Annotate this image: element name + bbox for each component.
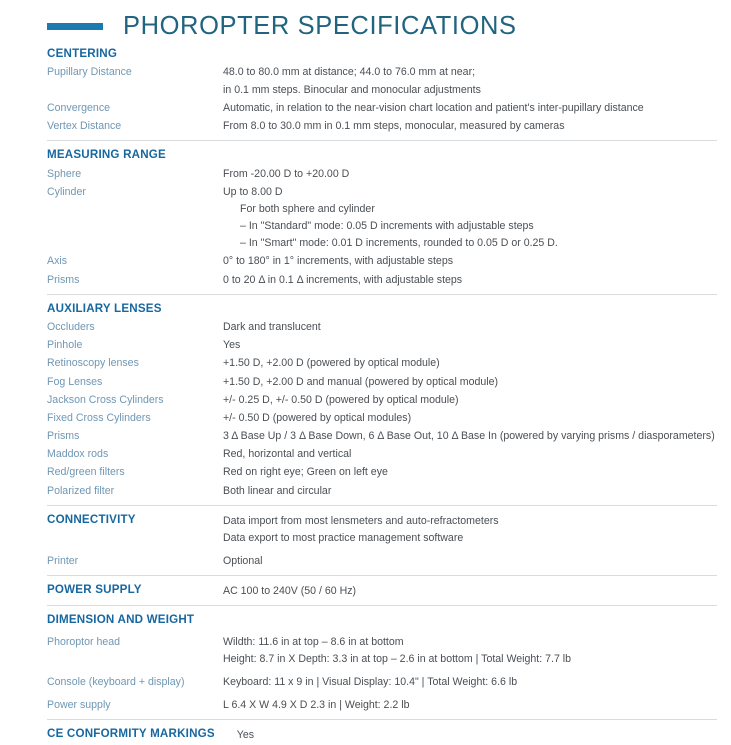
value-line: +1.50 D, +2.00 D (powered by optical module) xyxy=(223,357,440,370)
spec-section xyxy=(47,140,717,289)
spec-row xyxy=(47,446,717,463)
spec-label: Occluders xyxy=(47,321,95,334)
spec-value xyxy=(223,253,453,270)
spec-value xyxy=(223,374,498,391)
spec-section xyxy=(47,605,717,714)
spec-label: Retinoscopy lenses xyxy=(47,357,139,370)
spec-row xyxy=(47,337,717,354)
section-value xyxy=(237,727,717,744)
spec-label: Printer xyxy=(47,555,79,568)
spec-row xyxy=(47,319,717,336)
spec-label: Jackson Cross Cylinders xyxy=(47,393,164,406)
accent-bar-icon xyxy=(47,23,103,30)
spec-label: Phoroptor head xyxy=(47,635,121,648)
section-heading: DIMENSION AND WEIGHT xyxy=(47,613,195,627)
spec-label: Prisms xyxy=(47,430,80,443)
value-line: Keyboard: 11 x 9 in | Visual Display: 10.4" | Total Weight: 6.6 lb xyxy=(223,676,518,689)
value-line: L 6.4 X W 4.9 X D 2.3 in | Weight: 2.2 lb xyxy=(223,699,410,712)
spec-row xyxy=(47,410,717,427)
spec-row xyxy=(47,272,717,289)
specification-sections xyxy=(0,44,731,745)
section-heading-row xyxy=(47,583,717,600)
spec-row xyxy=(47,428,717,445)
spec-label: Red/green filters xyxy=(47,466,125,479)
spec-label: Convergence xyxy=(47,101,111,114)
value-line: in 0.1 mm steps. Binocular and monocular adjustments xyxy=(223,83,481,96)
value-subline: – In "Smart" mode: 0.01 D increments, rounded to 0.05 D or 0.25 D. xyxy=(240,237,558,250)
spec-value xyxy=(223,697,409,714)
spec-row xyxy=(47,64,717,98)
spec-value xyxy=(223,184,558,253)
spec-section xyxy=(47,294,717,500)
spec-label: Prisms xyxy=(47,273,80,286)
page-title: PHOROPTER SPECIFICATIONS xyxy=(123,11,517,40)
value-line: Red on right eye; Green on left eye xyxy=(223,466,388,479)
value-line: From -20.00 D to +20.00 D xyxy=(223,167,350,180)
value-line: 0 to 20 Δ in 0.1 Δ increments, with adjustable steps xyxy=(223,273,463,286)
value-line: Yes xyxy=(236,729,255,742)
value-line: Up to 8.00 D xyxy=(223,185,283,198)
spec-row xyxy=(47,100,717,117)
value-line: AC 100 to 240V (50 / 60 Hz) xyxy=(223,585,357,598)
spec-section xyxy=(47,575,717,600)
value-line: Both linear and circular xyxy=(223,484,332,497)
spec-label: Pupillary Distance xyxy=(47,66,132,79)
spec-value xyxy=(223,483,331,500)
value-line: Optional xyxy=(223,555,263,568)
spec-label: Console (keyboard + display) xyxy=(47,676,185,689)
spec-label: Fixed Cross Cylinders xyxy=(47,411,151,424)
spec-section xyxy=(47,44,717,135)
spec-value xyxy=(223,674,517,691)
spec-row xyxy=(47,118,717,135)
value-subline: For both sphere and cylinder xyxy=(240,202,375,215)
value-line: Data import from most lensmeters and auto-refractometers xyxy=(223,514,499,527)
value-line: +/- 0.50 D (powered by optical modules) xyxy=(223,411,412,424)
spec-value xyxy=(223,272,462,289)
spec-row xyxy=(47,634,717,668)
value-subline: – In "Standard" mode: 0.05 D increments with adjustable steps xyxy=(240,220,534,233)
section-value xyxy=(223,583,717,600)
spec-section xyxy=(47,719,717,744)
spec-row xyxy=(47,355,717,372)
spec-label: Maddox rods xyxy=(47,448,109,461)
section-heading: CE CONFORMITY MARKINGS xyxy=(47,727,215,741)
spec-value xyxy=(223,392,459,409)
spec-value xyxy=(223,118,565,135)
value-line: 48.0 to 80.0 mm at distance; 44.0 to 76.0 mm at near; xyxy=(223,66,476,79)
spec-value xyxy=(223,410,411,427)
spec-label: Sphere xyxy=(47,167,82,180)
spec-value xyxy=(223,64,481,98)
spec-section xyxy=(47,505,717,570)
section-heading-row xyxy=(47,513,717,547)
spec-label: Fog Lenses xyxy=(47,375,103,388)
value-line: From 8.0 to 30.0 mm in 0.1 mm steps, monocular, measured by cameras xyxy=(223,119,565,132)
spec-value xyxy=(223,319,321,336)
value-line: +1.50 D, +2.00 D and manual (powered by optical module) xyxy=(223,375,499,388)
value-line: Height: 8.7 in X Depth: 3.3 in at top – 2.6 in at bottom | Total Weight: 7.7 lb xyxy=(223,653,572,665)
section-heading: CONNECTIVITY xyxy=(47,512,136,526)
spec-value xyxy=(223,464,388,481)
value-line: Dark and translucent xyxy=(223,321,321,334)
section-heading: CENTERING xyxy=(47,47,118,60)
spec-row xyxy=(47,392,717,409)
spec-row xyxy=(47,184,717,253)
spec-value xyxy=(223,428,715,445)
value-line: Yes xyxy=(223,339,241,352)
spec-value xyxy=(223,634,571,668)
value-line: 0° to 180° in 1° increments, with adjustable steps xyxy=(223,255,454,268)
value-line: Red, horizontal and vertical xyxy=(223,448,352,461)
value-line: 3 Δ Base Up / 3 Δ Base Down, 6 Δ Base Out, 10 Δ Base In (powered by varying prisms / diasporameters) xyxy=(223,430,715,443)
section-heading: POWER SUPPLY xyxy=(47,583,142,597)
spec-row xyxy=(47,166,717,183)
section-heading: MEASURING RANGE xyxy=(47,148,166,162)
spec-row xyxy=(47,674,717,691)
spec-label: Power supply xyxy=(47,699,111,712)
spec-row xyxy=(47,697,717,714)
spec-label: Polarized filter xyxy=(47,484,115,497)
spec-value xyxy=(223,100,644,117)
section-heading-row xyxy=(47,727,717,744)
spec-label: Axis xyxy=(47,255,68,268)
spec-row xyxy=(47,253,717,270)
spec-label: Cylinder xyxy=(47,185,86,198)
spec-row xyxy=(47,483,717,500)
section-heading: AUXILIARY LENSES xyxy=(47,301,162,315)
spec-label: Pinhole xyxy=(47,339,83,352)
document-header xyxy=(0,0,731,44)
spec-row xyxy=(47,464,717,481)
spec-value xyxy=(223,166,349,183)
spec-value xyxy=(223,355,440,372)
spec-row xyxy=(47,553,717,570)
spec-row xyxy=(47,374,717,391)
value-line: Wildth: 11.6 in at top – 8.6 in at bottom xyxy=(223,635,404,648)
spec-value xyxy=(223,553,262,570)
value-line: +/- 0.25 D, +/- 0.50 D (powered by optical module) xyxy=(223,393,459,406)
spec-label: Vertex Distance xyxy=(47,119,122,132)
value-line: Data export to most practice management software xyxy=(223,531,464,544)
spec-value xyxy=(223,446,351,463)
section-value xyxy=(223,513,717,547)
value-line: Automatic, in relation to the near-vision chart location and patient's inter-pupillary distance xyxy=(223,101,644,114)
spec-value xyxy=(223,337,240,354)
